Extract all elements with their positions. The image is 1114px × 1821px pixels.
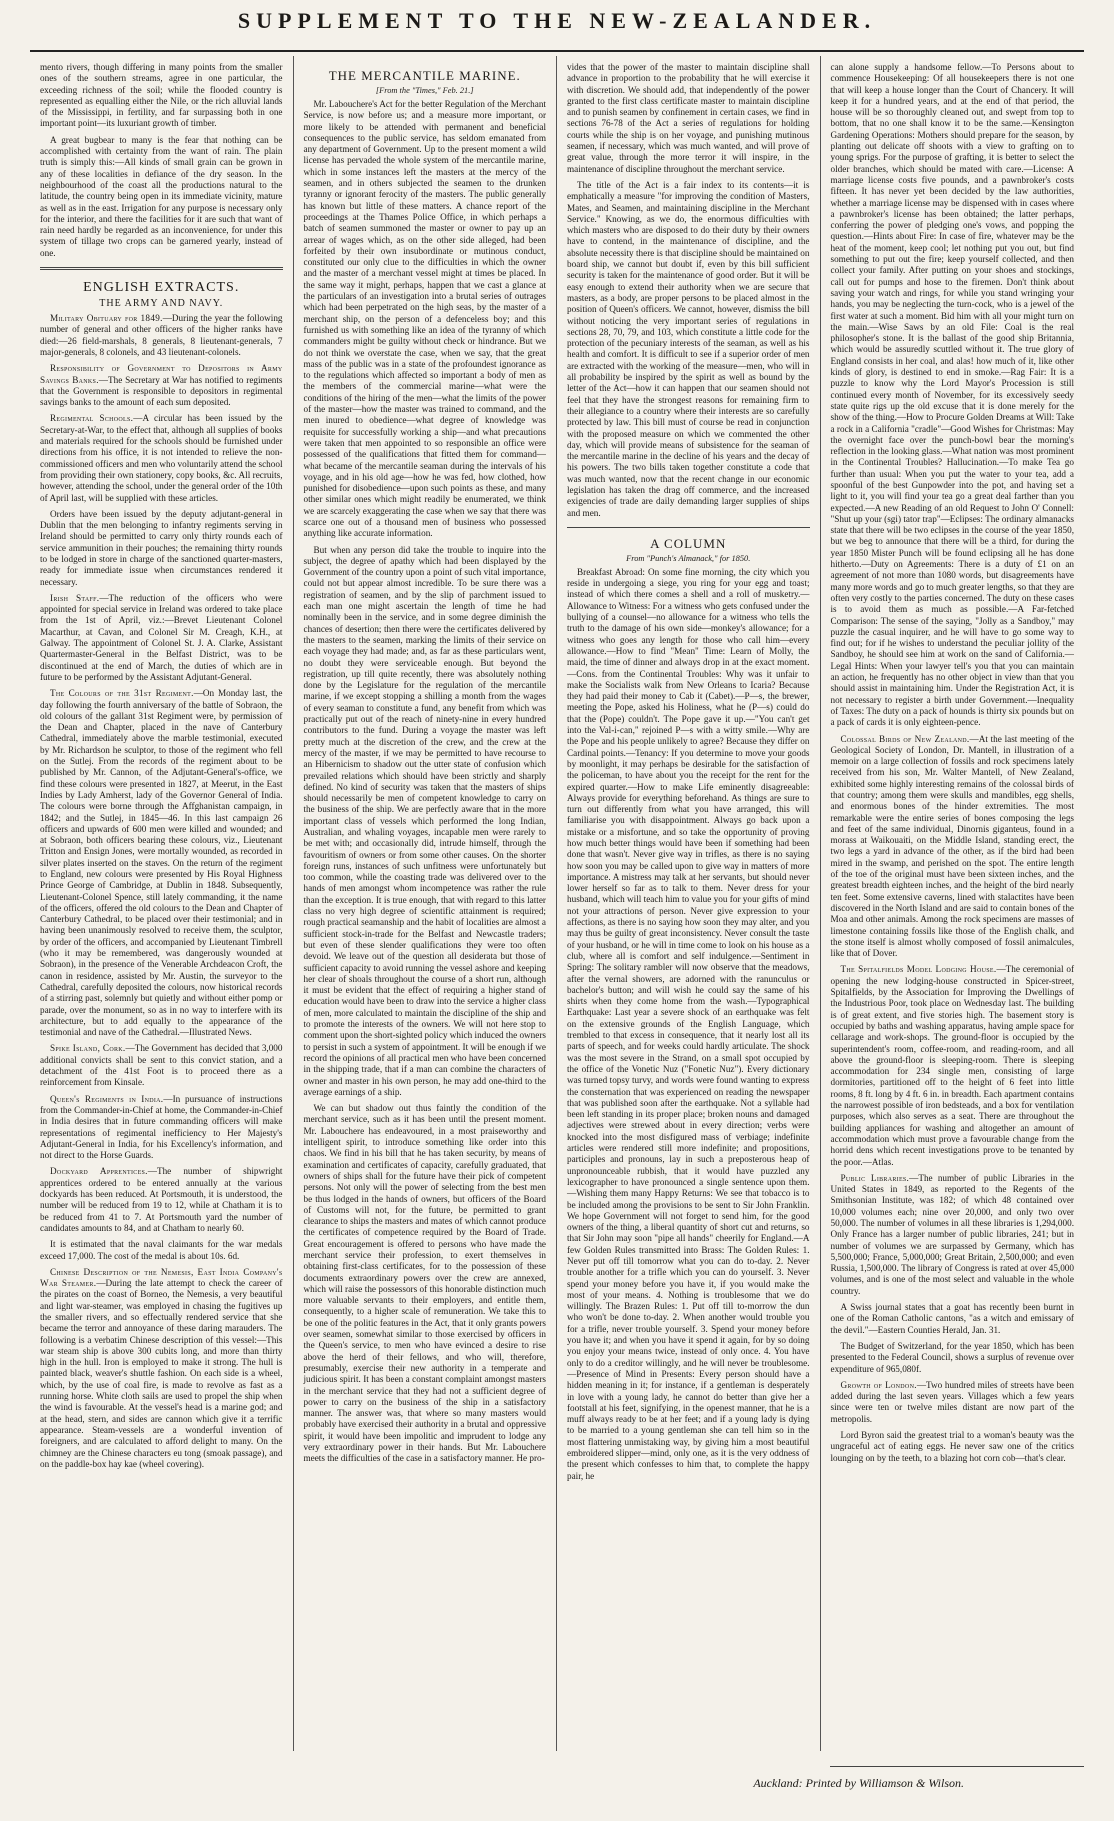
article-paragraph xyxy=(40,593,283,683)
article-paragraph xyxy=(40,363,283,408)
article-paragraph xyxy=(40,1166,283,1234)
article-paragraph xyxy=(40,413,283,503)
masthead: SUPPLEMENT TO THE NEW-ZEALANDER. xyxy=(237,8,877,33)
article-paragraph: Breakfast Abroad: On some fine morning, the city which you reside in undergoing a siege, you ring for your egg and toast; instead of which there comes a shell and a roll of musketry.—Allowance to Witness: For a witness who gets confused under the bullying of a counsel—no allowance for a witness who tells the truth to the damage of his own side—monkey's allowance; for a witness who goes any length for those who call him—every allowance.—How to find "Mean" Time: Learn of Molly, the maid, the time of dinner and always drop in at the exact moment.—Cons. from the Continental Troubles: Why was it unfair to make the Socialists walk from New Orleans to Icaria? Because they had paid their money to Cab it (Cabet).—P—s, the brewer, meeting the Pope, asked his Holiness, what he (P—s) could do that the (Pope) couldn't. The Pope gave it up.—"You can't get into the Val-i-can," rejoined P—s with a witty smile.—Why are the Pope and his people unlikely to agree? Because they differ on Cardinal points.—Tenancy: If you determine to move your goods by moonlight, it may perhaps be desirable for the satisfaction of the policeman, to have about you the receipt for the rent for the expired quarter.—How to make Life eminently disagreeable: Always provide for everything beforehand. As things are sure to turn out differently from what you have arranged, this will familiarise you with disappointment. Always go back upon a mistake or a misfortune, and so take the opportunity of proving how much better things would have been if something had been done that wasn't. Never give way in trifles, as there is no saying how soon you may be called upon to give way in matters of more importance. A mistress may talk at her servants, but should never lower herself so far as to talk to them. Never dress for your husband, which will teach him to value you for your gifts of mind not your attractions of person. Never give expression to your affections, as there is no saying how soon they may alter, and you may thus be guilty of great inconsistency. Never consult the taste of your husband, or he will in time come to look on his house as a club, where all is comfort and self indulgence.—Sentiment in Spring: The solitary rambler will now observe that the meadows, after the vernal showers, are adorned with the ranunculus or bachelor's button; and will wish he could say the same of his shirts when they come home from the wash.—Typographical Earthquake: Last year a severe shock of an earthquake was felt on the extensive grounds of the English Language, which trembled to that excess in consequence, that it nearly lost all its parts of speech, and for weeks could hardly articulate. The shock was the most severe in the Strand, on a small spot occupied by the office of the Vonetic Nuz ("Fonetic Nuz"). Every dictionary was turned topsy turvy, and words were found wanting to express the consternation that was experienced on reading the newspaper that was published soon after the earthquake. Not a syllable had been left standing in its proper place; broken nouns and damaged adjectives were strewed about in every direction; verbs were knocked into the most disfigured mass of verbiage; indefinite articles were rendered still more indefinite; and propositions, participles and pronouns, lay in such a preposterous heap of unpronounceable rubbish, that it would have puzzled any lexicographer to have pronounced a single sentence upon them.—Wishing them many Happy Returns: We see that tobacco is to be included among the provisions to be sent to Sir John Franklin. We hope Government will not forget to send him, for the good owners of the thing, a liberal quantity of short cut and returns, so that Sir John may soon "pipe all hands" cheerily for England.—A few Golden Rules transmitted into Brass: The Golden Rules: 1. Never put off till tomorrow what you can do to-day. 2. Never trouble another for a trifle which you can do yourself. 3. Never spend your money before you have it, if you would make the most of your means. 4. Nothing is troublesome that we do willingly. The Brazen Rules: 1. Put off till to-morrow the dun who won't be done to-day. 2. When another would trouble you for a trifle, never trouble yourself. 3. Spend your money before you have it; and when you have it spend it again, for by so doing you enjoy your means twice, instead of only once. 4. You have only to do a creditor willingly, and he will never be troublesome.—Presence of Mind in Presents: Every person should have a hidden meaning in it; for instance, if a gentleman is desperately in love with a young lady, he cannot do better than give her a footstall at his feet, signifying, in the openest manner, that he is a muff always ready to be at her feet; and if a young lady is dying to be married to a young gentleman she can tell him so in the most flattering unmistaking way, by giving him a most beautiful embroidered slipper—mind, only one, as it is the very oddness of the present which confesses to him that, to complete the happy pair, he xyxy=(567,566,810,1481)
article-source: From "Punch's Almanack," for 1850. xyxy=(626,553,751,563)
article-lead: The Spitalfields Model Lodging House. xyxy=(840,964,997,975)
article-lead: The Colours of the 31st Regiment. xyxy=(50,688,194,699)
article-paragraph xyxy=(40,1043,283,1088)
section-divider xyxy=(567,527,810,528)
page-columns xyxy=(30,56,1084,1751)
article-paragraph: The title of the Act is a fair index to its contents—it is emphatically a measure "for improving the condition of Masters, Mates, and Seamen, and maintaining discipline in the Merchant Service." Knowing, as we do, the enormous difficulties with which masters who are disposed to do their duty by their owners have to contend, in the maintenance of discipline, and the absolute necessity there is that discipline should be maintained on board ship, we cannot but doubt if, even by this bill sufficient security is taken for the maintenance of good order. But it will be easy enough to extend their authority when we are secure that masters, as a body, are proper persons to be placed almost in the position of Queen's officers. We cannot, however, dismiss the bill without noticing the very important series of regulations in sections 28, 70, 79, and 103, which constitute a little code for the protection of the pecuniary interests of the seaman, as well as his health and comfort. It is difficult to see if a superior order of men are extracted with the working of the measure—men, who will in all probability be inspired by the spirit as well as bound by the letter of the Act—how it can happen that our seamen should not feel that they have the strongest reasons for remaining firm to their allegiance to a country where their interests are so carefully protected by law. This bill must of course be read in conjunction with the proposed measure on which we commented the other day, which will provide means of subsistence for the seaman of the mercantile marine in the decline of his years and the decay of his powers. The two bills taken together constitute a code that was much wanted, now that the recent change in our economic legislation has taken the drag off commerce, and the increased exigencies of trade are daily demanding larger supplies of ships and men. xyxy=(567,179,810,518)
article-source: [From the "Times," Feb. 21.] xyxy=(375,86,474,95)
masthead-rule xyxy=(30,50,1084,52)
article-paragraph xyxy=(831,734,1075,960)
article-paragraph: Lord Byron said the greatest trial to a woman's beauty was the ungraceful act of eating eggs. He never saw one of the critics lounging on by the teeth, to a blazing hot corn cob—that's clear. xyxy=(830,1430,1074,1463)
article-paragraph: Mr. Labouchere's Act for the better Regulation of the Merchant Service, is now before us; and a measure more important, or more likely to be attended with permanent and beneficial consequences to the public service, has seldom emanated from any department of Government. Up to the present moment a wild license has pervaded the whole system of the mercantile marine, which in some instances left the masters at the mercy of the seamen, and in others subjected the seamen to the drunken tyranny or ignorant ferocity of the masters. The public generally has known but little of these matters. A chance report of the proceedings at the Thames Police Office, in which perhaps a batch of seamen summoned the master or owner to pay up an arrear of wages which, as on the other side alleged, had been forfeited by their own insubordinate or mutinous conduct, constituted our only clue to the difficulties in which the owner and the master of a merchant vessel might at times be placed. In the same way it might, perhaps, happen that we cast a glance at the particulars of an investigation into a brutal series of outrages which had been perpetrated on the high seas, by the master of a merchant ship, on the person of a defenceless boy; and this furnished us with something like an idea of the tyranny of which commanders might be guilty without check or hindrance. But we do not think we overstate the case, when we say, that the great mass of the public was in a state of the profoundest ignorance as to the regulations which affected so important a body of men as the members of the commercial marine—what were the conditions of the hiring of the men—what the limits of the power of the master—how the master was trained to command, and the men inured to obedience—what degree of knowledge was requisite for successfully working a ship—and what precautions were taken that men appointed to so responsible an office were possessed of the qualifications that fitted them for command—what became of the mercantile seaman during the intervals of his voyage, and in his old age—how he was fed, how clothed, how punished for disobedience—upon such points as these, and many other similar ones which might readily be enumerated, we think we are scarcely exaggerating the case when we say that there was scarce one out of a thousand men of business who possessed anything like accurate information. xyxy=(303,99,546,539)
article-paragraph xyxy=(831,964,1075,1167)
article-paragraph xyxy=(831,1173,1075,1297)
article-paragraph xyxy=(831,1380,1075,1425)
article-paragraph xyxy=(40,313,283,358)
article-body: —During the late attempt to check the career of the pirates on the coast of Borneo, the Nemesis, a very beautiful and light war-steamer, was employed in chasing the fugitives up the smaller rivers, and so effectually rendered service that she became the terror and annoyance of these daring marauders. The following is a verbatim Chinese description of this vessel:—This war steam ship is above 300 cubits long, and more than thirty high in the hull. Iron is employed to make it strong. The hull is painted black, weaver's shuttle fashion. On each side is a wheel, which, by the use of coal fire, is made to revolve as fast as a running horse. White cloth sails are used to propel the ship when the wind is favourable. At the vessel's head is a marine god; and at the head, stern, and sides are cannon which give it a terrific appearance. Steam-vessels are a wonderful invention of foreigners, and are calculated to afford delight to many. On the chimney are the Chinese characters eu tong (smoak passage), and on the paddle-box hay kae (wheel covering). xyxy=(40,1278,283,1469)
article-body: —Two hundred miles of streets have been added during the last seven years. Villages which a few years since were ten or twelve miles distant are now part of the metropolis. xyxy=(830,1379,1074,1424)
article-paragraph: We can but shadow out thus faintly the condition of the merchant service, such as it has been until the present moment. Mr. Labouchere has endeavoured, in a most praiseworthy and intelligent spirit, to introduce something like order into this chaos. We find in his bill that he has taken security, by means of examination and certificates of capacity, carefully graduated, that owners of ships shall for the future have their pick of competent persons. Not only will the power of selecting from the best men be thus lodged in the hands of owners, but officers of the Board of Customs will not, for the future, be permitted to grant clearance to ships the masters and mates of which cannot produce the certificates of competence required by the Board of Trade. Great encouragement is offered to persons who have made the merchant service their profession, to exert themselves in obtaining first-class certificates, for to the possession of these documents extraordinary powers over the crew are annexed, which will raise the possessors of this honorable distinction much more valuable servants to their employers, and entitle them, consequently, to a higher scale of remuneration. We take this to be one of the politic features in the Act, that it only grants powers over seamen, somewhat similar to those exercised by officers in the Queen's service, to men who have evinced a desire to rise above the herd of their fellows, and who will, therefore, presumably, exercise their new authority in a temperate and judicious spirit. It has been a constant complaint amongst masters in the merchant service that they had not a sufficient degree of power to carry on the business of the ship in a satisfactory manner. The answer was, that where so many masters would probably have exercised their authority in a brutal and oppressive spirit, it would have been impolitic and imprudent to lodge any very extraordinary power in their hands. But Mr. Labouchere meets the difficulties of the case in a satisfactory manner. He pro- xyxy=(303,1103,546,1464)
article-paragraph xyxy=(40,1094,283,1162)
section-subheading: THE ARMY AND NAVY. xyxy=(99,298,224,310)
article-body: —The ceremonial of opening the new lodging-house constructed in Spicer-street, Spitalfields, by the Association for Improving the Dwellings of the Industrious Poor, took place on Wednesday last. The building is of great extent, and five stories high. The basement story is occupied by baths and washing apparatus, having ample space for cellarage and work-shops. The ground-floor is occupied by the superintendent's room, coffee-room, and reading-room, and all above the ground-floor is sleeping-room. There is sleeping accommodation for 234 single men, consisting of large dormitories, partitioned off to the height of 6 feet into little rooms, 8 ft. long by 4 ft. 6 in. in breadth. Each apartment contains the narrowest possible of iron bedsteads, and a box for ventilation purposes, which also serves as a seat. There are throughout the building appliances for washing and altogether an amount of accommodation which must prove a favourable change from the horrid dens which recent investigations prove to be tenanted by the poor.—Atlas. xyxy=(830,964,1075,1167)
article-paragraph: Orders have been issued by the deputy adjutant-general in Dublin that the men belonging to infantry regiments serving in Ireland should be permitted to carry only thirty rounds each of service ammunition in their pouches; the remaining thirty rounds to be lodged in store in charge of the sanctioned quarter-masters, ready for immediate issue when circumstances rendered it necessary. xyxy=(40,508,283,587)
column-4 xyxy=(821,56,1085,1751)
paragraph: A great bugbear to many is the fear that nothing can be accomplished with certainty from the want of rain. The plain truth is simply this:—All kinds of small grain can be grown in any of these localities in defiance of the dry season. In the neighbourhood of the coast all the productions natural to the latitude, the country being open in its immediate vicinity, mature as well as in the east. Irrigation for any purpose is necessary only for the interior, and there the facilities for it are such that want of rain need hardly be regarded as an inconvenience, for under this system of tillage two crops can be garnered yearly, instead of one. xyxy=(40,134,283,258)
column-1 xyxy=(30,56,294,1751)
article-body: —During the year the following number of general and other officers of the higher ranks have died:—26 field-marshals, 8 generals, 8 lieutenant-generals, 7 major-generals, 8 colonels, and 43 lieutenant-colonels. xyxy=(40,313,283,357)
article-paragraph: But when any person did take the trouble to inquire into the subject, the degree of apathy which had been displayed by the Government of the country upon a point of such vital importance, could not but appear almost incredible. To be sure there was a registration of seamen, and by the slip of parchment issued to each man one might ascertain the length of time he had nominally been in the service, and in some degree diminish the chances of desertion; then there were the certificates delivered by the masters to the seamen, marking the limits of their service on each voyage they had made; and, as far as these particulars went, no doubt they were serviceable enough. But beyond the registration, up till quite recently, there was absolutely nothing done by the Legislature for the regulation of the mercantile marine, if we except stopping a shilling a month from the wages of every seaman to constitute a fund, any benefit from which was practically put out of the reach of ninety-nine in every hundred contributors to the fund. During a voyage the master was left pretty much at the discretion of the crew, and the crew at the mercy of the master, if we may be permitted to have recourse to an Hibernicism to shadow out the utter state of confusion which prevailed relations which should have been strictly and sharply defined. No kind of security was taken that the masters of ships should necessarily be men of competent knowledge to carry on the business of the ship. We are perfectly aware that in the more important class of vessels which performed the long Indian, Australian, and whaling voyages, incapable men were rarely to be met with; and occasionally did, intrude himself, through the favouritism of owners or from some other causes. On the shorter foreign runs, instances of such unfitness were unfortunately but too common, while the coasting trade was delivered over to the hands of men amongst whom incompetence was rather the rule than the exception. It is true enough, that with regard to this latter class no very high degree of scientific attainment is required; rough practical seamanship and the habit of localities are almost a sufficient stock-in-trade for the Belfast and Newcastle traders; but even of these slender qualifications they were too often devoid. We leave out of the question all desiderata but those of sufficient capacity to avoid running the vessel ashore and keeping her clear of shoals throughout the course of a short run, although it must be evident that the effect of requiring a higher stand of education would have been to draw into the service a higher class of men, more calculated to maintain the discipline of the ship and to promote the interests of the owners. We will not here stop to comment upon the short-sighted policy which induced the owners to persist in such a system of appointment. It will be enough if we record the opinions of all practical men who have been concerned in the shipping trade, that if a man can combine the characters of owner and master in his own person, he may add one-third to the average earnings of a ship. xyxy=(303,544,546,1097)
article-lead: Dockyard Apprentices. xyxy=(50,1166,148,1177)
column-2 xyxy=(294,56,558,1751)
article-lead: Spike Island, Cork. xyxy=(50,1043,126,1054)
paragraph: mento rivers, though differing in many points from the smaller ones of the southern streams, agree in one particular, the exceeding richness of the soil; while the flooded country is represented as equalling either the Nile, or the rich alluvial lands of the Mississippi, in fertility, and far surpassing both in one important point—its luxuriant growth of timber. xyxy=(40,62,283,129)
article-body: —The Government has decided that 3,000 additional convicts shall be sent to this convict station, and a detachment of the 41st Foot is to proceed there as a reinforcement from Kinsale. xyxy=(40,1043,283,1088)
article-heading: THE MERCANTILE MARINE. xyxy=(328,68,521,83)
article-lead: Military Obituary for 1849. xyxy=(50,313,163,324)
article-body: —On Monday last, the day following the fourth anniversary of the battle of Sobraon, the old colours of the gallant 31st Regiment were, by permission of the Dean and Chapter, placed in the nave of Canterbury Cathedral, immediately above the marble testimonial, executed by Mr. Richardson he sculptor, to those of the regiment who fell on the Sutlej. From the records of the regiment about to be published by Mr. Cannon, of the Adjutant-General's-office, we find these colours were presented in 1827, at Meerut, in the East Indies by Lady Amherst, lady of the Governor General of India. The colours were borne through the Affghanistan campaign, in 1842; and the Sutlej, in 1845—46. In this last campaign 26 officers and upwards of 600 men were killed and wounded; and at Sobraon, both officers bearing these colours, viz., Lieutenant Tritton and Ensign Jones, were mortally wounded, as recorded in silver plates inserted on the staves. On the return of the regiment to England, new colours were presented by His Royal Highness Prince George of Cambridge, at Dublin in 1848. Subsequently, Lieutenant-Colonel Spence, still lately commanding, it the name of the officers, offered the old colours to the Dean and Chapter of Canterbury Cathedral, to be placed over their testimonial; and in having been unanimously resolved to receive them, the sculptor, by order of the officers, and accompanied by Lieutenant Timbrell (who it may be remembered, was dangerously wounded at Sobraon), in the presence of the Venerable Archdeacon Croft, the canon in residence, assisted by Mr. Austin, the surveyor to the Cathedral, carefully deposited the colours, now historical records of a stirring past, solemnly but quietly and without either pomp or parade, over the monument, so as in no way to interfere with its architecture, but to add equally to the appearance of the testimonial and nave of the Cathedral.—Illustrated News. xyxy=(40,688,283,1038)
article-lead: Public Libraries. xyxy=(840,1172,910,1183)
imprint-rule xyxy=(830,1766,1084,1767)
column-3 xyxy=(557,56,821,1751)
section-heading: ENGLISH EXTRACTS. xyxy=(83,280,240,296)
printer-imprint: Auckland: Printed by Williamson & Wilson. xyxy=(753,1776,964,1790)
article-paragraph: It is estimated that the naval claimants for the war medals exceed 17,000. The cost of the medal is about 10s. 6d. xyxy=(40,1239,283,1261)
article-heading: A COLUMN xyxy=(650,535,727,551)
article-lead: Regimental Schools. xyxy=(50,413,134,424)
article-paragraph xyxy=(40,1267,283,1470)
article-body: —The Secretary at War has notified to regiments that the Government is responsible to depositors in regimental savings banks to the amount of each sum deposited. xyxy=(40,374,283,408)
article-paragraph: A Swiss journal states that a goat has recently been burnt in one of the Roman Catholic cantons, "as a witch and emissary of the devil."—Eastern Counties Herald, Jan. 31. xyxy=(830,1302,1074,1335)
article-body: —In pursuance of instructions from the Commander-in-Chief at home, the Commander-in-Chief in India desires that in future commanding officers will make representations of regimental inefficiency to Her Majesty's Adjutant-General in India, for his Excellency's information, and not direct to the Horse Guards. xyxy=(40,1093,283,1161)
article-body: —A circular has been issued by the Secretary-at-War, to the effect that, although all supplies of books and materials required for the schools should be furnished under directions from his office, it is not intended to relieve the non-commissioned officers and men who voluntarily attend the school from providing their own stationery, copy books, &c. All recruits, however, attending the school, under the general order of the 10th of April last, will be supplied with these articles. xyxy=(40,413,283,503)
article-lead: Colossal Birds of New Zealand. xyxy=(840,733,970,744)
article-lead: Chinese Description of the Nemesis, East India Company's War Steamer. xyxy=(40,1266,283,1289)
article-body: —The number of public Libraries in the United States in 1849, as reported to the Regents of the Smithsonian Institute, was 182; of which 48 contained over 10,000 volumes each; nine over 20,000, and only two over 50,000. The number of volumes in all these libraries is 1,294,000. Only France has a larger number of public libraries, 241; but in number of volumes we are surpassed by Germany, which has 5,500,000; France, 5,000,000; Great Britain, 2,500,000; and even Russia, 1,500,000. The library of Congress is rated at over 45,000 volumes, and is one of the most select and valuable in the whole country. xyxy=(830,1172,1074,1296)
article-paragraph xyxy=(40,688,283,1038)
article-body: —The reduction of the officers who were appointed for special service in Ireland was ordered to take place from the 1st of April, viz.:—Brevet Lieutenant Colonel Macarthur, at Cavan, and Colonel Sir M. Creagh, K.H., at Galway. The appointment of Colonel St. J. A. Clarke, Assistant Quartermaster-General in the Belfast District, was to be discontinued at the end of March, the duties of which are in future to be performed by the Assistant Adjutant-General. xyxy=(40,592,283,682)
article-paragraph: can alone supply a handsome fellow.—To Persons about to commence Housekeeping: Of all housekeepers there is not one that will keep a house longer than the Court of Chancery. It will keep it for a hundred years, and at the end of that period, the house will be so thoroughly cleaned out, and swept from top to bottom, that no one shall know it to be the same.—Kensington Gardening Operations: Mothers should prepare for the season, by planting out delicate off shoots with a view to grafting on to young sprigs. For the purpose of grafting, it is better to select the older branches, which should be mated with care.—License: A marriage license costs five pounds, and a pawnbroker's costs fifteen. It has never yet been decided by the law authorities, whether a marriage license may be dispensed with in cases where a pawnbroker's license has been obtained; the latter perhaps, conferring the power of pledging one's vows, and popping the question.—Hints about Fire: In case of fire, whatever may be the heat of the moment, keep cool; let nothing put you out, but find something to put out the fire; keep yourself collected, and then collect your family. After putting on your shoes and stockings, call out for pumps and hose to the firemen. Don't think about saving your watch and rings, for while you stand wringing your hands, you may be neglecting the turn-cock, who is a jewel of the first water at such a moment. Bid him with all your might turn on the main.—Wise Saws by an old File: Coal is the real philosopher's stone. It is the ballast of the good ship Britannia, which would be assuredly scuttled without it. The true glory of England consists in her coal, and alas! how much of it, like other kinds of glory, is destined to end in smoke.—Rag Fair: It is a puzzle to know why the Lord Mayor's Procession is still continued every month of November, for its excessively seedy state quite rigs up the old excuse that it is done merely for the show of the thing.—How to Procure Golden Dreams at Will: Take a rock in a California "cradle"—Good Wishes for Christmas: May the overnight face over the punch-bowl bear the morning's reflection in the looking glass.—What nation was most prominent in the Continental Troubles? Hallucination.—To make Tea go further than usual: When you put the water to your tea, add a spoonful of the best Gunpowder into the pot, and having set a light to it, you will find your tea go a great deal farther than you expected.—A new Reading of an old Request to John O' Connell: "Shut up your (sgi) tator trap"—Eclipses: The ordinary almanacks state that there will be two eclipses in the course of the year 1850, but we beg to announce that there will be a third, for during the year 1850 Mister Punch will be found eclipsing all he has done hitherto.—Duty on Agreements: There is a duty of £1 on an agreement of not more than 1080 words, but disagreements have many more words and go to much greater lengths, so that they are often very costly to the parties concerned. The duty on these cases is to avoid them as much as possible.—A Far-fetched Comparison: The sense of the saying, "Jolly as a Sandboy," may puzzle the casual inquirer, and he will have to go some way to find out; for if he wishes to understand the peculiar jollity of the Sandboy, he should see him at work on the sand of California.—Legal Hints: When your lawyer tell's you that you can maintain an action, he frequently has no other object in view than that you should assist in maintaining him. Under the Registration Act, it is not necessary to register a birth under Government.—Inequality of Taxes: The duty on a pack of hounds is thirty six pounds but on a pack of cards it is only eighteen-pence. xyxy=(830,62,1074,728)
article-body: —At the last meeting of the Geological Society of London, Dr. Mantell, in illustration of a memoir on a large collection of fossils and rock specimens lately received from his son, Mr. Walter Mantell, of New Zealand, exhibited some highly interesting remains of the colossal birds of that country; among them were skulls and mandibles, egg shells, and enormous bones of the hinder extremities. The most remarkable were the entire series of bones composing the legs and feet of the same individual, Dinornis giganteus, found in a morass at Waikouaiti, on the Middle Island, standing erect, the two legs a yard in advance of the other, as if the bird had been mired in the swamp, and perished on the spot. The entire length of the toe of the original must have been sixteen inches, and the greatest breadth eighteen inches, and the height of the bird nearly ten feet. Some extensive caverns, lined with stalactites have been discovered in the North Island and are said to contain bones of the Moa and other animals. Among the rock specimens are masses of limestone containing fossils like those of the English chalk, and the stone itself is almost wholly composed of fossil animalcules, like that of Dover. xyxy=(830,733,1074,959)
article-paragraph: The Budget of Switzerland, for the year 1850, which has been presented to the Federal Council, shows a surplus of revenue over expenditure of 965,080f. xyxy=(830,1340,1074,1374)
article-body: —The number of shipwright apprentices ordered to be entered annually at the various dockyards has been reduced. At Portsmouth, it is understood, the number will be reduced from 19 to 12, while at Chatham it is to be reduced from 41 to 7. At Portsmouth yard the number of candidates amounts to 84, and at Chatham to nearly 60. xyxy=(40,1166,283,1233)
article-lead: Growth of London. xyxy=(840,1379,917,1390)
article-paragraph: vides that the power of the master to maintain discipline shall advance in proportion to the probability that he will exercise it with discretion. We should add, that independently of the power granted to the first class certificate master to maintain discipline and to punish seamen by confinement in certain cases, we find in sections 76-78 of the Act a series of regulations for holding courts while the ship is on her voyage, and punishing mutinous seamen, if necessary, which was much wanted, and will prove of great value, through the more terror it will inspire, in the maintenance of discipline throughout the merchant service. xyxy=(567,62,810,174)
article-lead: Queen's Regiments in India. xyxy=(50,1093,164,1104)
article-lead: Irish Staff. xyxy=(50,592,100,603)
article-lead: Responsibility of Government to Depositors in Army Savings Banks. xyxy=(40,363,283,385)
section-divider xyxy=(40,267,283,270)
